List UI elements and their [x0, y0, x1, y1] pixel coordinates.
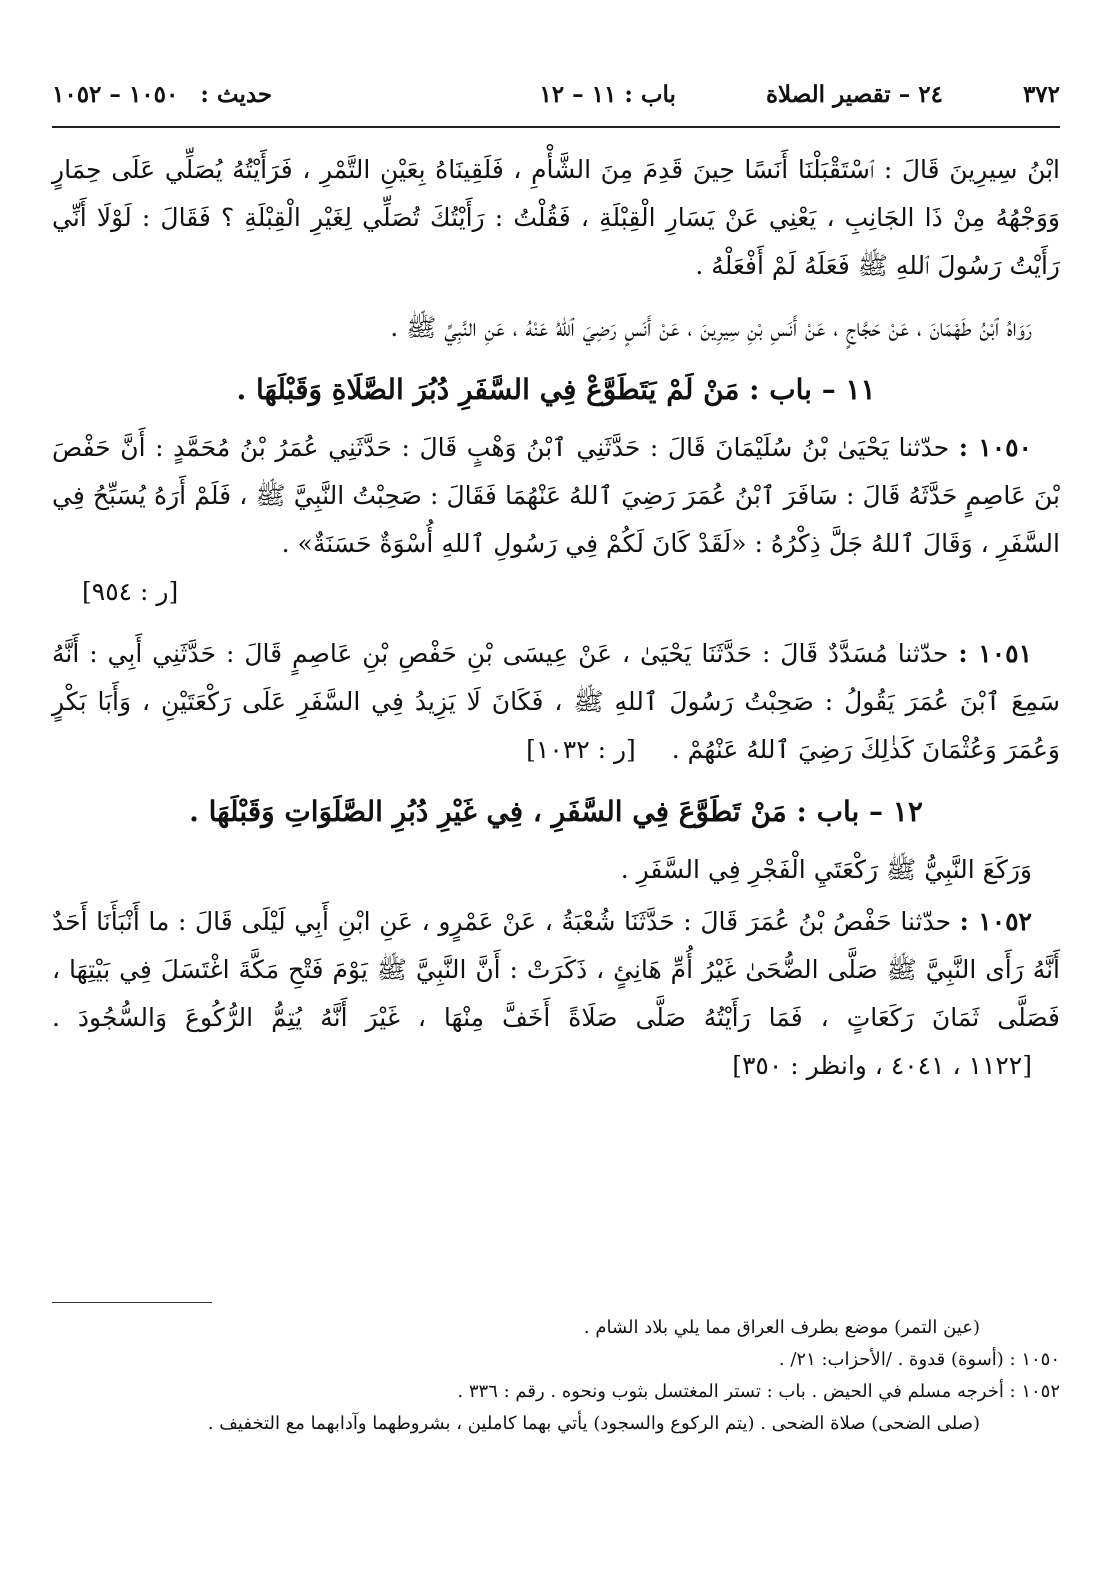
hadith-number: ١٠٥٠ :	[958, 433, 1032, 462]
hadith-number: ١٠٥٢ :	[959, 907, 1032, 936]
cross-reference: [١١٢٢ ، ٤٠٤١ ، وانظر : ٣٥٠]	[732, 1051, 1032, 1080]
bab-heading-11: ١١ – باب : مَنْ لَمْ يَتَطَوَّعْ فِي السَّفَرِ دُبُرَ الصَّلَاةِ وَقَبْلَهَا .	[236, 373, 876, 406]
page-number: ٣٧٢	[1022, 80, 1060, 108]
bab-heading-12: ١٢ – باب : مَنْ تَطَوَّعَ فِي السَّفَرِ ، فِي غَيْرِ دُبُرِ الصَّلَوَاتِ وَقَبْلَهَا .	[189, 795, 923, 828]
main-text	[52, 146, 1060, 1104]
hadith-1052	[52, 898, 1060, 1090]
footnote: ١٠٥٠ : (أسوة) قدوة . /الأحزاب: ٢١/ .	[778, 1349, 1060, 1370]
paragraph-riwayah: رَوَاهُ ٱبْنُ طَهْمَانَ ، عَنْ حَجَّاجٍ ، عَنْ أَنَسِ بْنِ سِيرِينَ ، عَنْ أَنَسٍ رَضِيَ ٱللهُ عَنْهُ ، عَنِ النَّبِيِّ ﷺ .	[390, 313, 1032, 342]
footnote-rule	[52, 1302, 212, 1303]
running-header	[52, 76, 1060, 112]
chapter-title: ٢٤ – تقصير الصلاة	[765, 80, 943, 108]
hadith-reference	[52, 81, 272, 108]
hadith-number: ١٠٥١ :	[958, 639, 1032, 668]
paragraph-continuation: ابْنُ سِيرِينَ قَالَ : ٱسْتَقْبَلْنَا أَنَسًا حِينَ قَدِمَ مِنَ الشَّأْمِ ، فَلَقِينَاهُ بِعَيْنِ التَّمْرِ ، فَرَأَيْتُهُ يُصَلِّي عَلَى حِمَارٍ وَوَجْهُهُ مِنْ ذَا الجَانِبِ ، يَعْنِي عَنْ يَسَارِ الْقِبْلَةِ ، فَقُلْتُ : رَأَيْتُكَ تُصَلِّي لِغَيْرِ الْقِبْلَةِ ؟ فَقَالَ : لَوْلَا أَنِّي رَأَيْتُ رَسُولَ ٱللهِ ﷺ فَعَلَهُ لَمْ أَفْعَلْهُ .	[52, 155, 1060, 280]
header-rule	[52, 126, 1060, 128]
hadith-1051	[52, 630, 1060, 774]
footnotes	[52, 1312, 1060, 1440]
hadith-text: حدّثنا يَحْيَىٰ بْنُ سُلَيْمَانَ قَالَ : حَدَّثَنِي ٱبْنُ وَهْبٍ قَالَ : حَدَّثَنِي عُمَرُ بْنُ مُحَمَّدٍ : أَنَّ حَفْصَ بْنَ عَاصِمٍ حَدَّثَهُ قَالَ : سَافَرَ ٱبْنُ عُمَرَ رَضِيَ ٱللهُ عَنْهُمَا فَقَالَ : صَحِبْتُ النَّبِيَّ ﷺ ، فَلَمْ أَرَهُ يُسَبِّحُ فِي السَّفَرِ ، وَقَالَ ٱللهُ جَلَّ ذِكْرُهُ : «لَقَدْ كَانَ لَكُمْ فِي رَسُولِ ٱللهِ أُسْوَةٌ حَسَنَةٌ» .	[52, 433, 1060, 558]
hadith-text: حدّثنا حَفْصُ بْنُ عُمَرَ قَالَ : حَدَّثَنَا شُعْبَةُ ، عَنْ عَمْرٍو ، عَنِ ابْنِ أَبِي لَيْلَى قَالَ : ما أَنْبَأَنَا أَحَدٌ أَنَّهُ رَأَى النَّبِيَّ ﷺ صَلَّى الضُّحَىٰ غَيْرُ أُمِّ هَانِئٍ ، ذَكَرَتْ : أَنَّ النَّبِيَّ ﷺ يَوْمَ فَتْحِ مَكَّةَ اغْتَسَلَ فِي بَيْتِهَا ، فَصَلَّى ثَمَانَ رَكَعَاتٍ ، فَمَا رَأَيْتُهُ صَلَّى صَلَاةً أَخَفَّ مِنْهَا ، غَيْرَ أَنَّهُ يُتِمُّ الرُّكُوعَ وَالسُّجُودَ .	[52, 907, 1060, 1032]
footnote: (عين التمر) موضع بطرف العراق مما يلي بلاد الشام .	[583, 1317, 980, 1338]
bab-12-text: وَرَكَعَ النَّبِيُّ ﷺ رَكْعَتَيِ الْفَجْرِ فِي السَّفَرِ .	[620, 855, 1032, 884]
cross-reference: [ر : ١٠٣٢]	[526, 735, 636, 764]
hadith-label: حديث :	[200, 80, 273, 108]
footnote: (صلى الضحى) صلاة الضحى . (يتم الركوع والسجود) يأتي بهما كاملين ، بشروطهما وآدابهما مع التخفيف .	[207, 1413, 980, 1434]
hadith-text: حدّثنا مُسَدَّدٌ قَالَ : حَدَّثَنَا يَحْيَىٰ ، عَنْ عِيسَى بْنِ حَفْصِ بْنِ عَاصِمٍ قَالَ : حَدَّثَنِي أَبِي : أَنَّهُ سَمِعَ ٱبْنَ عُمَرَ يَقُولُ : صَحِبْتُ رَسُولَ ٱللهِ ﷺ ، فَكَانَ لَا يَزِيدُ فِي السَّفَرِ عَلَى رَكْعَتَيْنِ ، وَأَبَا بَكْرٍ وَعُمَرَ وَعُثْمَانَ كَذٰلِكَ رَضِيَ ٱللهُ عَنْهُمْ .	[52, 639, 1060, 764]
bab-reference: باب : ١١ – ١٢	[539, 80, 676, 108]
cross-reference: [ر : ٩٥٤]	[82, 577, 179, 606]
hadith-1050	[52, 424, 1060, 616]
footnote: ١٠٥٢ : أخرجه مسلم في الحيض . باب : تستر المغتسل بثوب ونحوه . رقم : ٣٣٦ .	[457, 1381, 1060, 1402]
hadith-range: ١٠٥٠ – ١٠٥٢	[52, 80, 179, 108]
